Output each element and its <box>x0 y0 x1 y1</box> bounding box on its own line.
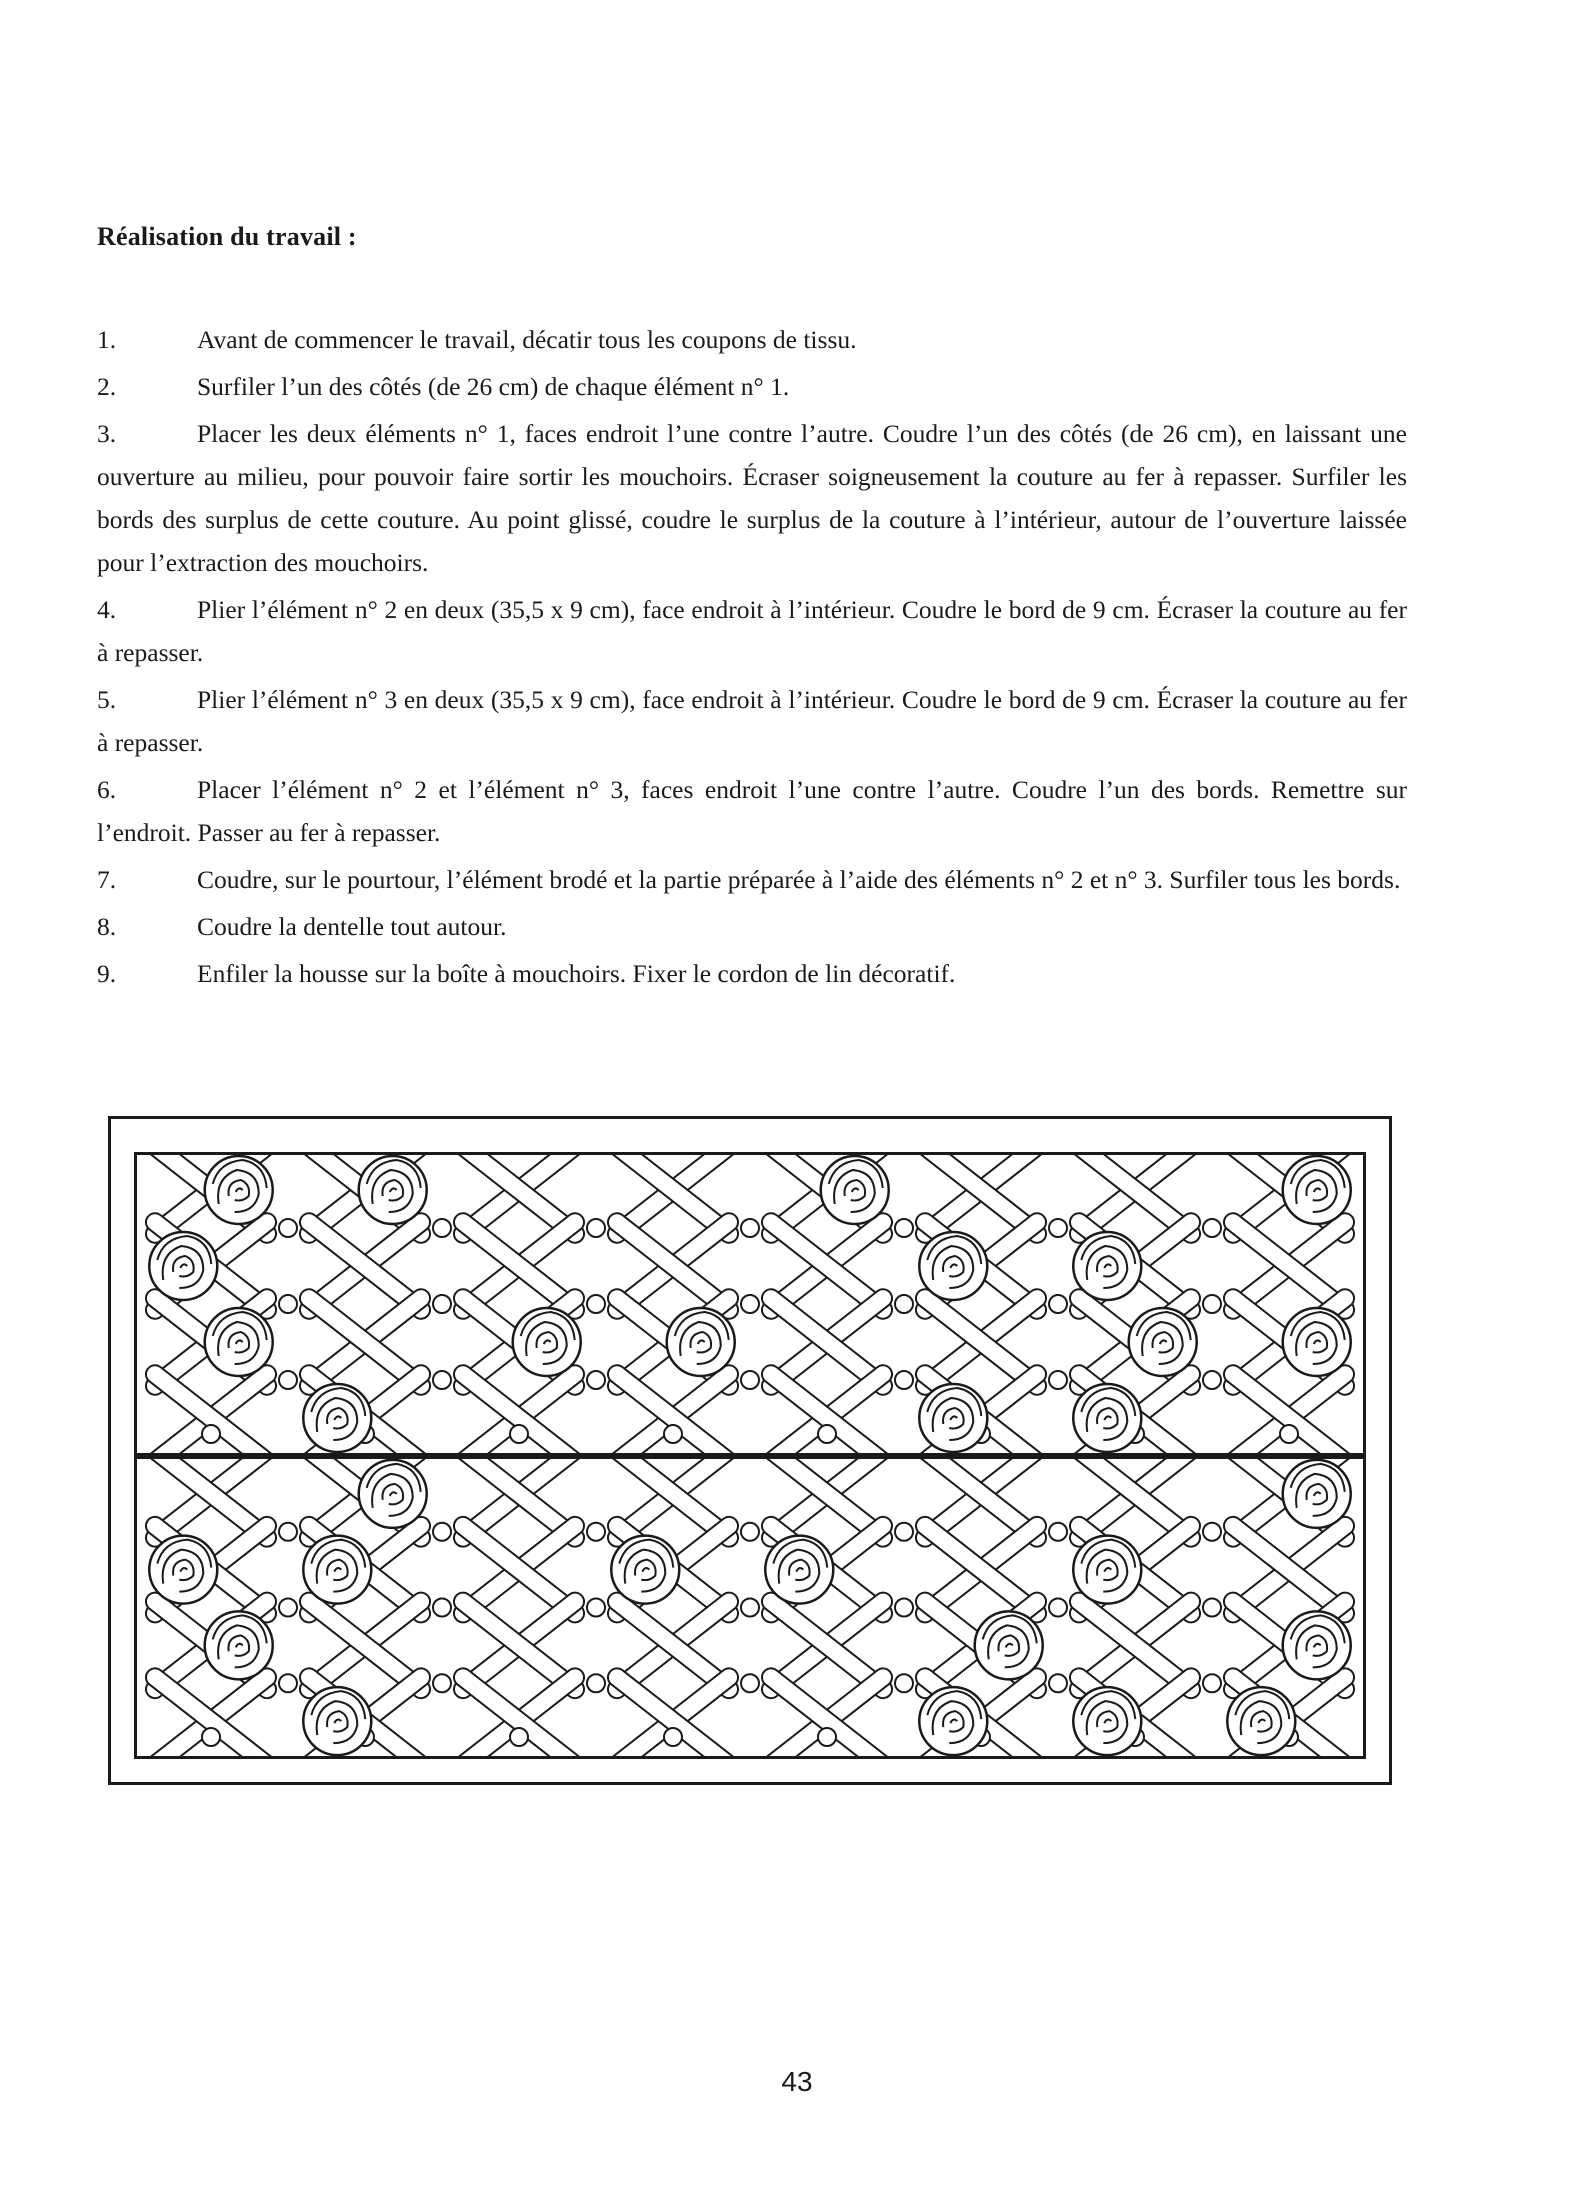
ring-motif <box>1049 1219 1067 1237</box>
ring-motif <box>895 1523 913 1541</box>
step-number: 4. <box>97 595 117 624</box>
ring-motif <box>279 1674 297 1692</box>
section-heading: Réalisation du travail : <box>97 222 357 251</box>
rose-motif <box>1283 1611 1351 1679</box>
rose-motif <box>1283 1156 1351 1224</box>
ring-motif <box>279 1599 297 1617</box>
ring-motif <box>1203 1371 1221 1389</box>
ring-motif <box>433 1219 451 1237</box>
pattern-panel <box>136 1152 1365 1474</box>
step-text: Placer les deux éléments n° 1, faces endroit l’une contre l’autre. Coudre l’un des côtés (de 26 cm), en laissant une ouverture au milieu, pour pouvoir faire sortir les mouchoirs. Écraser soigneusement la couture au fer à repasser. Surfiler les bords des surplus de cette couture. Au point glissé, coudre le surplus de la couture à l’intérieur, autour de l’ouverture laissée pour l’extraction des mouchoirs. <box>97 419 1407 577</box>
rose-motif <box>205 1611 273 1679</box>
ring-motif <box>433 1371 451 1389</box>
ring-motif <box>587 1295 605 1313</box>
ring-motif <box>741 1674 759 1692</box>
ring-motif <box>741 1219 759 1237</box>
ring-motif <box>895 1371 913 1389</box>
ring-motif <box>1203 1523 1221 1541</box>
ring-motif <box>1049 1523 1067 1541</box>
rose-motif <box>1073 1536 1141 1604</box>
rose-motif <box>303 1536 371 1604</box>
rose-motif <box>149 1232 217 1300</box>
step-text: Placer l’élément n° 2 et l’élément n° 3, faces endroit l’une contre l’autre. Coudre l’un des bords. Remettre sur l’endroit. Passer au fer à repasser. <box>97 775 1407 847</box>
pattern-panel <box>136 1437 1365 1759</box>
ring-motif <box>1049 1371 1067 1389</box>
rose-motif <box>1227 1687 1295 1755</box>
ring-motif <box>433 1295 451 1313</box>
step-number: 7. <box>97 865 117 894</box>
rose-motif <box>359 1156 427 1224</box>
rose-motif <box>611 1536 679 1604</box>
rose-motif <box>303 1687 371 1755</box>
rose-motif <box>513 1308 581 1376</box>
rose-motif <box>975 1611 1043 1679</box>
step-text: Avant de commencer le travail, décatir tous les coupons de tissu. <box>197 325 857 354</box>
rose-motif <box>1283 1460 1351 1528</box>
rose-motif <box>919 1232 987 1300</box>
step-number: 9. <box>97 959 117 988</box>
step-text: Coudre la dentelle tout autour. <box>197 912 507 941</box>
rose-motif <box>919 1687 987 1755</box>
rose-motif <box>205 1308 273 1376</box>
ring-motif <box>818 1425 836 1443</box>
ring-motif <box>895 1219 913 1237</box>
ring-motif <box>895 1674 913 1692</box>
rose-motif <box>303 1384 371 1452</box>
ring-motif <box>279 1219 297 1237</box>
step-item <box>97 588 1407 674</box>
rose-motif <box>821 1156 889 1224</box>
step-number: 6. <box>97 775 117 804</box>
ring-motif <box>1203 1295 1221 1313</box>
rose-motif <box>765 1536 833 1604</box>
step-number: 2. <box>97 372 117 401</box>
ring-motif <box>1203 1599 1221 1617</box>
step-number: 8. <box>97 912 117 941</box>
ring-motif <box>587 1219 605 1237</box>
ring-motif <box>279 1371 297 1389</box>
rose-motif <box>149 1536 217 1604</box>
step-text: Plier l’élément n° 2 en deux (35,5 x 9 cm), face endroit à l’intérieur. Coudre le bord de 9 cm. Écraser la couture au fer à repasser. <box>97 595 1407 667</box>
step-text: Plier l’élément n° 3 en deux (35,5 x 9 cm), face endroit à l’intérieur. Coudre le bord de 9 cm. Écraser la couture au fer à repasser. <box>97 685 1407 757</box>
ring-motif <box>433 1674 451 1692</box>
ring-motif <box>587 1599 605 1617</box>
step-item <box>97 952 1407 995</box>
ring-motif <box>1049 1295 1067 1313</box>
embroidery-pattern <box>134 1152 1366 1759</box>
rose-motif <box>1283 1308 1351 1376</box>
ring-motif <box>664 1425 682 1443</box>
step-item <box>97 412 1407 584</box>
ring-motif <box>202 1728 220 1746</box>
step-text: Coudre, sur le pourtour, l’élément brodé et la partie préparée à l’aide des éléments n° 2 et n° 3. Surfiler tous les bords. <box>197 865 1401 894</box>
step-text: Enfiler la housse sur la boîte à mouchoirs. Fixer le cordon de lin décoratif. <box>197 959 956 988</box>
ring-motif <box>202 1425 220 1443</box>
step-item <box>97 678 1407 764</box>
instruction-steps <box>97 318 1407 999</box>
ring-motif <box>587 1371 605 1389</box>
ring-motif <box>279 1523 297 1541</box>
ring-motif <box>1049 1599 1067 1617</box>
rose-motif <box>205 1156 273 1224</box>
ring-motif <box>587 1674 605 1692</box>
ring-motif <box>741 1371 759 1389</box>
ring-motif <box>895 1295 913 1313</box>
ring-motif <box>1203 1219 1221 1237</box>
ring-motif <box>895 1599 913 1617</box>
ring-motif <box>587 1523 605 1541</box>
ring-motif <box>1203 1674 1221 1692</box>
ring-motif <box>510 1425 528 1443</box>
ring-motif <box>433 1523 451 1541</box>
step-item <box>97 365 1407 408</box>
rose-motif <box>919 1384 987 1452</box>
ring-motif <box>1280 1425 1298 1443</box>
rose-motif <box>1129 1308 1197 1376</box>
step-number: 3. <box>97 419 117 448</box>
step-item <box>97 858 1407 901</box>
ring-motif <box>818 1728 836 1746</box>
rose-motif <box>1073 1232 1141 1300</box>
page-number: 43 <box>781 2066 813 2097</box>
ring-motif <box>279 1295 297 1313</box>
ring-motif <box>741 1523 759 1541</box>
rose-motif <box>667 1308 735 1376</box>
ring-motif <box>433 1599 451 1617</box>
ring-motif <box>510 1728 528 1746</box>
step-item <box>97 318 1407 361</box>
rose-motif <box>359 1460 427 1528</box>
step-text: Surfiler l’un des côtés (de 26 cm) de chaque élément n° 1. <box>197 372 790 401</box>
ring-motif <box>1049 1674 1067 1692</box>
step-number: 1. <box>97 325 117 354</box>
ring-motif <box>741 1599 759 1617</box>
step-item <box>97 768 1407 854</box>
ring-motif <box>741 1295 759 1313</box>
step-number: 5. <box>97 685 117 714</box>
step-item <box>97 905 1407 948</box>
rose-motif <box>1073 1384 1141 1452</box>
ring-motif <box>664 1728 682 1746</box>
rose-motif <box>1073 1687 1141 1755</box>
